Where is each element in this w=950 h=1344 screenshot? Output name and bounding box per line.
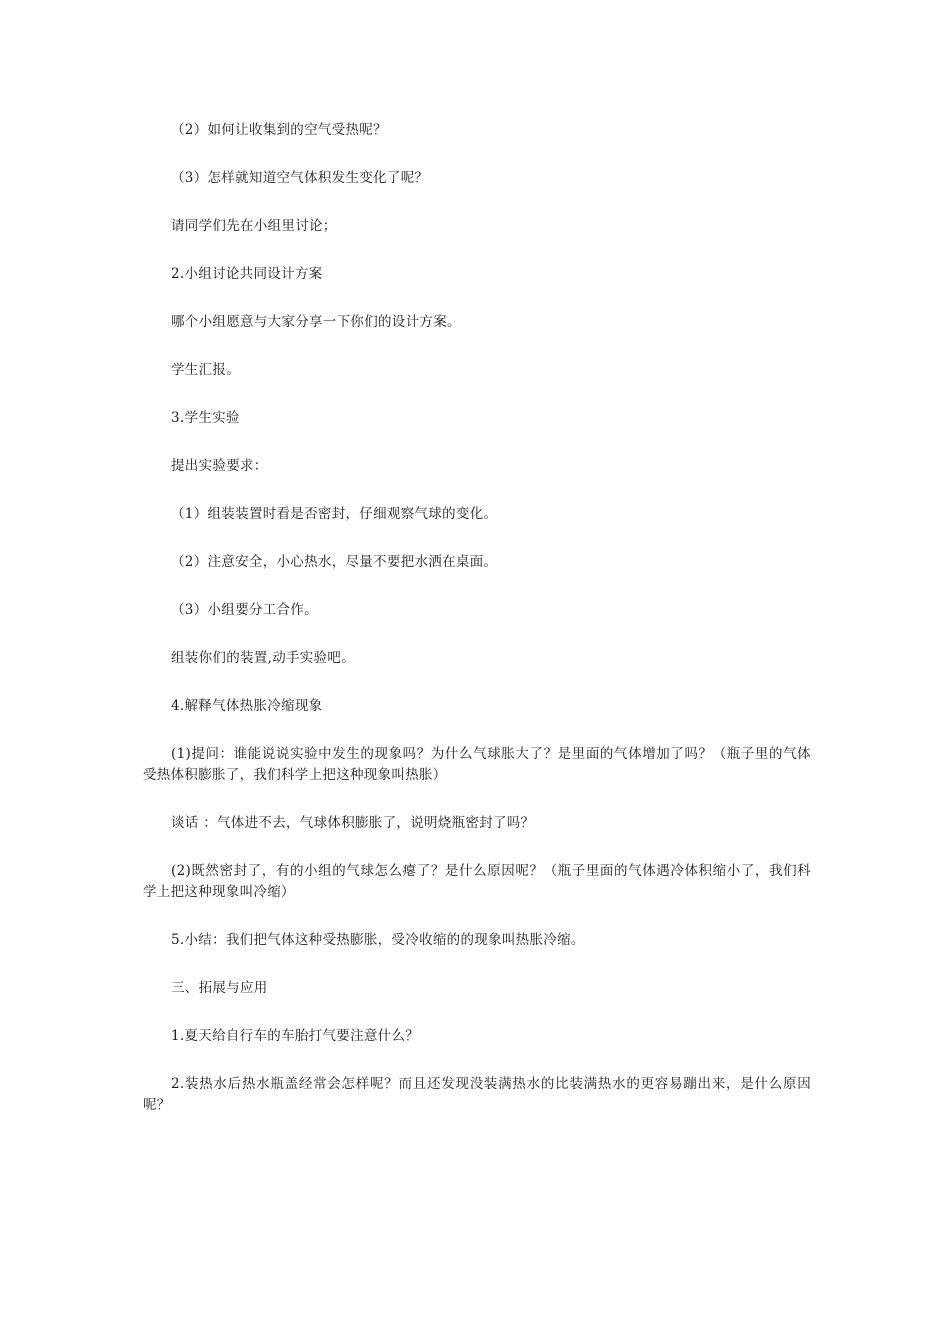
paragraph-requirement-1: （1）组装装置时看是否密封，仔细观察气球的变化。 xyxy=(171,506,498,522)
paragraph-question-3: （3）怎样就知道空气体积发生变化了呢？ xyxy=(171,170,429,186)
paragraph-requirement-2: （2）注意安全，小心热水，尽量不要把水洒在桌面。 xyxy=(171,554,498,570)
section-heading-extension: 三、拓展与应用 xyxy=(171,980,268,996)
paragraph-discuss-prompt: 请同学们先在小组里讨论； xyxy=(171,218,337,234)
paragraph-explain-2: (2)既然密封了，有的小组的气球怎么瘪了？是什么原因呢？（瓶子里面的气体遇冷体积缩小了，我们科学上把这种现象叫冷缩） xyxy=(143,863,811,900)
paragraph-extension-2: 2.装热水后热水瓶盖经常会怎样呢？而且还发现没装满热水的比装满热水的更容易蹦出来，是什么原因呢？ xyxy=(143,1076,811,1113)
paragraph-talk: 谈话 ：气体进不去，气球体积膨胀了，说明烧瓶密封了吗？ xyxy=(171,815,535,831)
document-body xyxy=(143,120,811,1143)
section-heading-design: 2.小组讨论共同设计方案 xyxy=(171,266,323,282)
paragraph-requirements: 提出实验要求： xyxy=(171,458,268,474)
paragraph-extension-1: 1.夏天给自行车的车胎打气要注意什么？ xyxy=(171,1028,420,1044)
paragraph-explain-1: (1)提问：谁能说说实验中发生的现象吗？为什么气球胀大了？是里面的气体增加了吗？（瓶子里的气体受热体积膨胀了，我们科学上把这种现象叫热胀） xyxy=(143,746,811,783)
paragraph-question-2: （2）如何让收集到的空气受热呢？ xyxy=(171,122,387,138)
paragraph-requirement-3: （3）小组要分工合作。 xyxy=(171,602,318,618)
section-heading-experiment: 3.学生实验 xyxy=(171,410,240,426)
paragraph-share-design: 哪个小组愿意与大家分享一下你们的设计方案。 xyxy=(171,314,461,330)
paragraph-student-report: 学生汇报。 xyxy=(171,362,240,378)
paragraph-assemble: 组装你们的装置,动手实验吧。 xyxy=(171,650,355,666)
section-heading-explain: 4.解释气体热胀冷缩现象 xyxy=(171,698,323,714)
paragraph-summary: 5.小结：我们把气体这种受热膨胀，受冷收缩的的现象叫热胀冷缩。 xyxy=(171,932,585,948)
